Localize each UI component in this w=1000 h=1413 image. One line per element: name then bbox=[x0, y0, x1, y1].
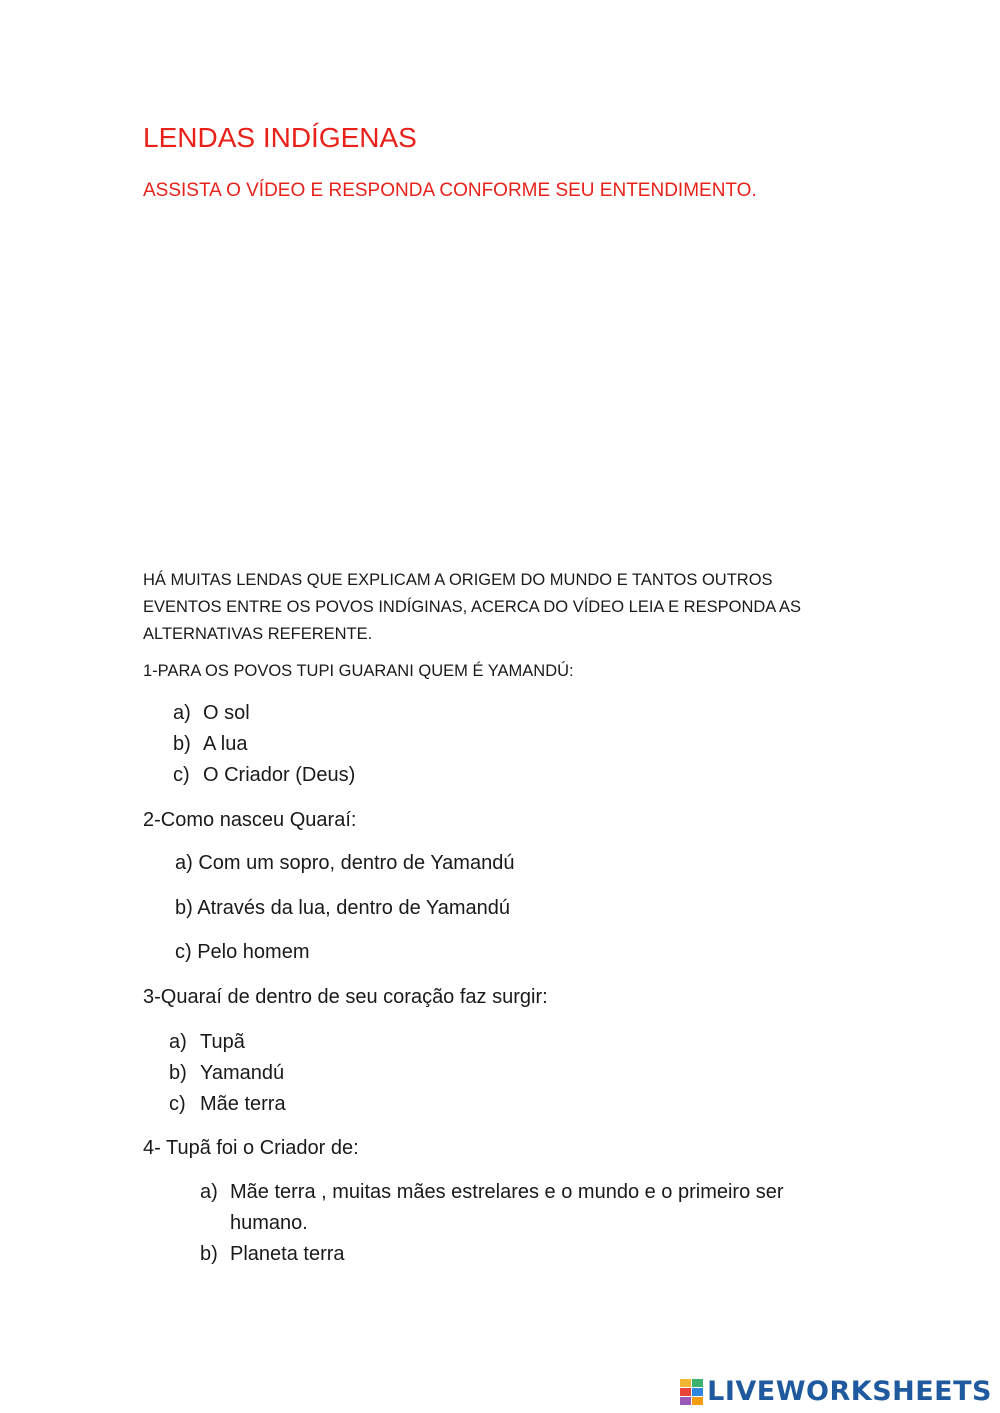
logo-mark-icon bbox=[680, 1379, 703, 1405]
option-label-line-1: Mãe terra , muitas mães estrelares e o mundo e o primeiro ser bbox=[230, 1181, 784, 1203]
question-4-text: 4- Tupã foi o Criador de: bbox=[143, 1137, 359, 1159]
option-label: A lua bbox=[203, 733, 248, 755]
logo-square bbox=[680, 1397, 691, 1405]
option-marker: c) bbox=[169, 1093, 186, 1115]
option-label: Mãe terra bbox=[200, 1093, 286, 1115]
option-marker: b) bbox=[169, 1062, 187, 1084]
option-label: b) Através da lua, dentro de Yamandú bbox=[175, 897, 511, 919]
option-marker: b) bbox=[200, 1243, 218, 1265]
liveworksheets-logo[interactable] bbox=[680, 1376, 992, 1407]
question-4-option-b[interactable] bbox=[200, 1243, 345, 1266]
logo-square bbox=[692, 1397, 703, 1405]
question-3-text: 3-Quaraí de dentro de seu coração faz surgir: bbox=[143, 986, 548, 1008]
question-4-option-a[interactable] bbox=[200, 1181, 784, 1204]
option-label: Planeta terra bbox=[230, 1243, 345, 1265]
option-marker: c) bbox=[173, 764, 190, 786]
question-4-option-a-continued: humano. bbox=[230, 1212, 308, 1234]
option-label: a) Com um sopro, dentro de Yamandú bbox=[175, 852, 515, 874]
logo-square bbox=[692, 1379, 703, 1387]
option-marker: a) bbox=[169, 1031, 187, 1053]
option-marker: a) bbox=[173, 702, 191, 724]
question-3-option-c[interactable] bbox=[169, 1093, 286, 1116]
worksheet-instructions: ASSISTA O VÍDEO E RESPONDA CONFORME SEU ENTENDIMENTO. bbox=[143, 180, 757, 201]
logo-text: LIVEWORKSHEETS bbox=[707, 1376, 992, 1407]
intro-paragraph: HÁ MUITAS LENDAS QUE EXPLICAM A ORIGEM DO MUNDO E TANTOS OUTROS EVENTOS ENTRE OS POVOS INDÍGINAS, ACERCA DO VÍDEO LEIA E RESPONDA AS ALTERNATIVAS REFERENTE. bbox=[143, 571, 802, 643]
question-1-option-b[interactable] bbox=[173, 733, 247, 756]
logo-square bbox=[692, 1388, 703, 1396]
question-2-option-c[interactable] bbox=[175, 941, 310, 964]
option-label: Tupã bbox=[200, 1031, 245, 1053]
question-3-option-b[interactable] bbox=[169, 1062, 284, 1085]
question-3-option-a[interactable] bbox=[169, 1031, 245, 1054]
question-1-option-c[interactable] bbox=[173, 764, 355, 787]
option-label: O sol bbox=[203, 702, 250, 724]
question-2-option-a[interactable] bbox=[175, 852, 514, 875]
logo-square bbox=[680, 1388, 691, 1396]
logo-square bbox=[680, 1379, 691, 1387]
question-1-text: 1-PARA OS POVOS TUPI GUARANI QUEM É YAMANDÚ: bbox=[143, 662, 574, 680]
option-label: c) Pelo homem bbox=[175, 941, 310, 963]
option-label: O Criador (Deus) bbox=[203, 764, 356, 786]
worksheet-title: LENDAS INDÍGENAS bbox=[143, 122, 417, 153]
question-1-option-a[interactable] bbox=[173, 702, 250, 725]
question-2-text: 2-Como nasceu Quaraí: bbox=[143, 809, 357, 831]
option-marker: b) bbox=[173, 733, 191, 755]
option-label: Yamandú bbox=[200, 1062, 285, 1084]
question-2-option-b[interactable] bbox=[175, 897, 510, 920]
option-marker: a) bbox=[200, 1181, 218, 1203]
